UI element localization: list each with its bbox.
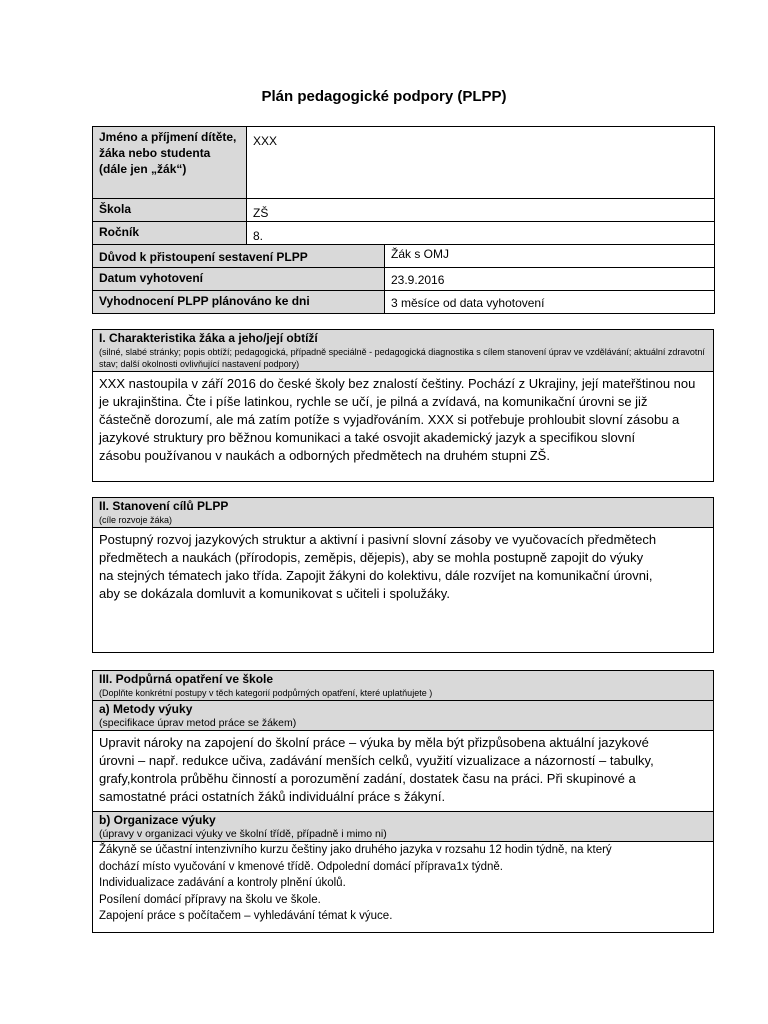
organization-header bbox=[93, 811, 713, 842]
table-row bbox=[93, 127, 715, 199]
methods-header bbox=[93, 700, 713, 731]
date-value: 23.9.2016 bbox=[385, 268, 715, 291]
organization-body: Žákyně se účastní intenzivního kurzu češtiny jako druhého jazyka v rozsahu 12 hodin týdně, na který dochází místo vyučování v kmenové třídě. Odpolední domácí příprava1x týdně. Individualizace zadávání a kontroly plnění úkolů. Posílení domácí přípravy na školu ve škole. Zapojení práce s počítačem – vyhledávání témat k výuce. bbox=[99, 844, 612, 922]
date-label: Datum vyhotovení bbox=[93, 268, 385, 291]
table-row bbox=[93, 291, 715, 314]
student-info-table bbox=[92, 126, 715, 314]
section-title: I. Charakteristika žáka a jeho/její obtíží bbox=[99, 331, 318, 345]
section-goals bbox=[92, 497, 714, 653]
table-row bbox=[93, 268, 715, 291]
grade-value: 8. bbox=[247, 222, 715, 245]
methods-body: Upravit nároky na zapojení do školní práce – výuka by měla být přizpůsobena aktuální jazykové úrovni – např. redukce učiva, zadávání menších celků, využití vizualizace a názorností – tabulky, grafy,kontrola průběhu činností a porozumění zadání, dostatek času na práci. Při skupinové a samostatné práci ostatních žáků individuální práce s žákyní. bbox=[99, 735, 654, 804]
organization-subtitle: (úpravy v organizaci výuky ve školní třídě, případně i mimo ni) bbox=[99, 828, 387, 840]
methods-title: a) Metody výuky bbox=[99, 702, 193, 716]
organization-title: b) Organizace výuky bbox=[99, 813, 216, 827]
section-body: XXX nastoupila v září 2016 do české školy bez znalostí češtiny. Pochází z Ukrajiny, její mateřštinou nou je ukrajinština. Čte i píše latinkou, rychle se učí, je pilná a zvídavá, na komunikační úrovni se již částečně dorozumí, ale má zatím potíže s vyjadřováním. XXX si potřebuje prohloubit slovní zásobu a jazykové struktury pro běžnou komunikaci a také osvojit akademický jazyk a specifikou slovní zásobu používanou v naukách a odborných předmětech na druhém stupni ZŠ. bbox=[99, 376, 696, 463]
methods-subtitle: (specifikace úprav metod práce se žákem) bbox=[99, 717, 297, 729]
section-subtitle: (Doplňte konkrétní postupy v těch kategorií podpůrných opatření, které uplatňujete ) bbox=[99, 688, 433, 698]
section-title: II. Stanovení cílů PLPP bbox=[99, 499, 229, 513]
section-subtitle: (silné, slabé stránky; popis obtíží; pedagogická, případně speciálně - pedagogická diagnostika s cílem stanovení úprav ve vzdělávání; aktuální zdravotní stav; další okolnosti ovlivňující nastavení podpory) bbox=[99, 347, 705, 369]
reason-value: Žák s OMJ bbox=[385, 245, 715, 268]
section-header bbox=[93, 498, 713, 528]
section-characteristics bbox=[92, 329, 714, 482]
section-title: III. Podpůrná opatření ve škole bbox=[99, 672, 274, 686]
section-body: Postupný rozvoj jazykových struktur a aktivní i pasivní slovní zásoby ve vyučovacích předmětech předmětech a naukách (přírodopis, zeměpis, dějepis), aby se mohla postupně zapojit do výuky na stejných tématech jako třída. Zapojit žákyni do kolektivu, dále rozvíjet na komunikační úrovni, aby se dokázala domluvit a komunikovat s učiteli i spolužáky. bbox=[99, 532, 657, 601]
section-subtitle: (cíle rozvoje žáka) bbox=[99, 515, 173, 525]
section-header bbox=[93, 330, 713, 372]
table-row bbox=[93, 222, 715, 245]
name-label: Jméno a příjmení dítěte, žáka nebo studenta (dále jen „žák“) bbox=[93, 127, 247, 199]
evaluation-label: Vyhodnocení PLPP plánováno ke dni bbox=[93, 291, 385, 314]
section-support-measures bbox=[92, 670, 714, 933]
evaluation-value: 3 měsíce od data vyhotovení bbox=[385, 291, 715, 314]
grade-label: Ročník bbox=[93, 222, 247, 245]
school-value: ZŠ bbox=[247, 199, 715, 222]
table-row bbox=[93, 199, 715, 222]
name-value: XXX bbox=[247, 127, 715, 199]
school-label: Škola bbox=[93, 199, 247, 222]
section-header bbox=[93, 671, 713, 700]
document-title: Plán pedagogické podpory (PLPP) bbox=[261, 88, 507, 105]
table-row bbox=[93, 245, 715, 268]
reason-label: Důvod k přistoupení sestavení PLPP bbox=[93, 245, 385, 268]
